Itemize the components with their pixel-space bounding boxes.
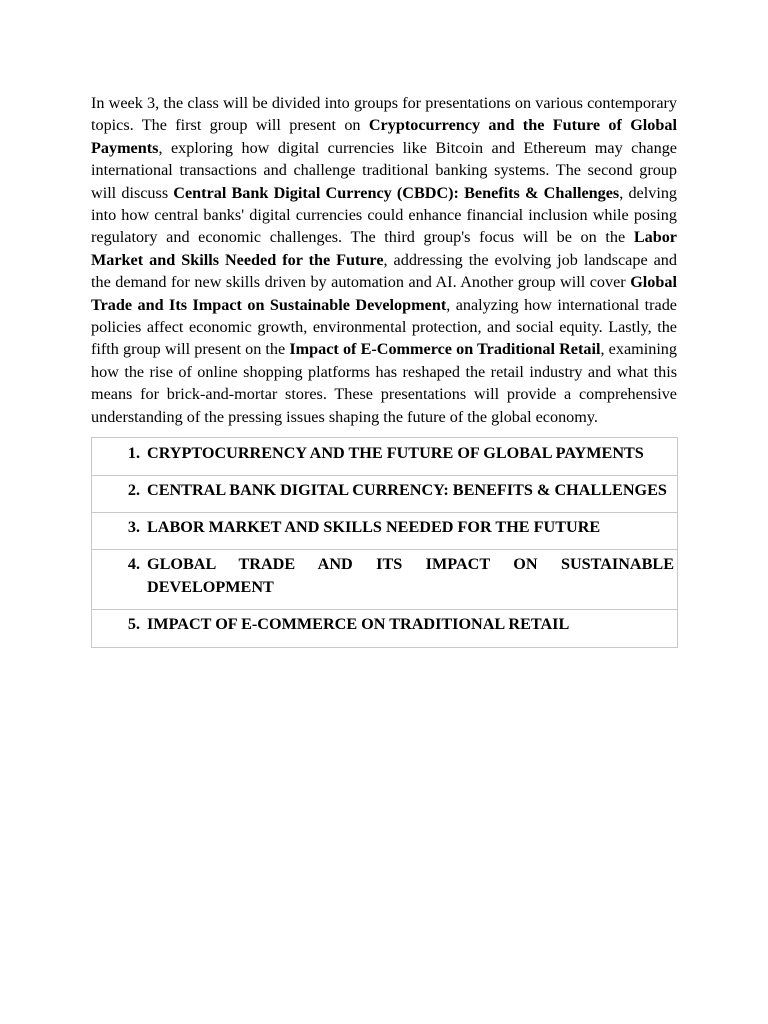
topic-title: IMPACT OF E-COMMERCE ON TRADITIONAL RETAIL	[147, 615, 570, 634]
table-cell	[92, 512, 678, 549]
list-number: 4.	[127, 555, 140, 574]
table-cell	[92, 610, 678, 647]
topic-title: CENTRAL BANK DIGITAL CURRENCY: BENEFITS & CHALLENGES	[147, 480, 667, 499]
paragraph-text: , addressing the evolving job landscape and the demand for new skills driven by automation and AI. Another group will cover	[91, 250, 677, 292]
topic-mention-1: Cryptocurrency and the Future of Global Payments	[91, 116, 677, 157]
list-number: 1.	[127, 444, 140, 463]
table-cell	[92, 550, 678, 610]
topic-title: CRYPTOCURRENCY AND THE FUTURE OF GLOBAL PAYMENTS	[147, 444, 644, 463]
list-number: 3.	[127, 517, 140, 536]
topic-mention-2: Central Bank Digital Currency (CBDC): Benefits & Challenges	[173, 183, 620, 202]
intro-paragraph	[91, 92, 677, 428]
paragraph-text: , analyzing how international trade policies affect economic growth, environmental protection, and social equity. Lastly, the fifth group will present on the	[91, 295, 677, 359]
topic-mention-4: Global Trade and Its Impact on Sustainable Development	[91, 273, 677, 314]
paragraph-text: , exploring how digital currencies like Bitcoin and Ethereum may change international transactions and challenge traditional banking systems. The second group will discuss	[91, 138, 677, 202]
paragraph-text: , delving into how central banks' digital currencies could enhance financial inclusion while posing regulatory and economic challenges. The third group's focus will be on the	[91, 183, 678, 247]
paragraph-text: , examining how the rise of online shopping platforms has reshaped the retail industry and what this means for brick-and-mortar stores. These presentations will provide a comprehensive understanding of the pressing issues shaping the future of the global economy.	[91, 340, 677, 426]
table-cell	[92, 438, 678, 475]
table-row	[92, 475, 678, 512]
topic-title: LABOR MARKET AND SKILLS NEEDED FOR THE FUTURE	[147, 517, 601, 536]
topic-mention-5: Impact of E-Commerce on Traditional Retail	[289, 340, 601, 359]
document-page	[91, 92, 677, 648]
paragraph-text: In week 3, the class will be divided into groups for presentations on various contemporary topics. The first group will present on	[91, 94, 677, 135]
table-row	[92, 550, 678, 610]
topics-table	[91, 437, 678, 647]
table-row	[92, 610, 678, 647]
table-cell	[92, 475, 678, 512]
list-number: 5.	[127, 615, 140, 634]
list-number: 2.	[127, 480, 140, 499]
topic-title: GLOBAL TRADE AND ITS IMPACT ON SUSTAINABLE DEVELOPMENT	[147, 555, 674, 596]
table-row	[92, 438, 678, 475]
topic-mention-3: Labor Market and Skills Needed for the Future	[91, 228, 677, 269]
table-row	[92, 512, 678, 549]
